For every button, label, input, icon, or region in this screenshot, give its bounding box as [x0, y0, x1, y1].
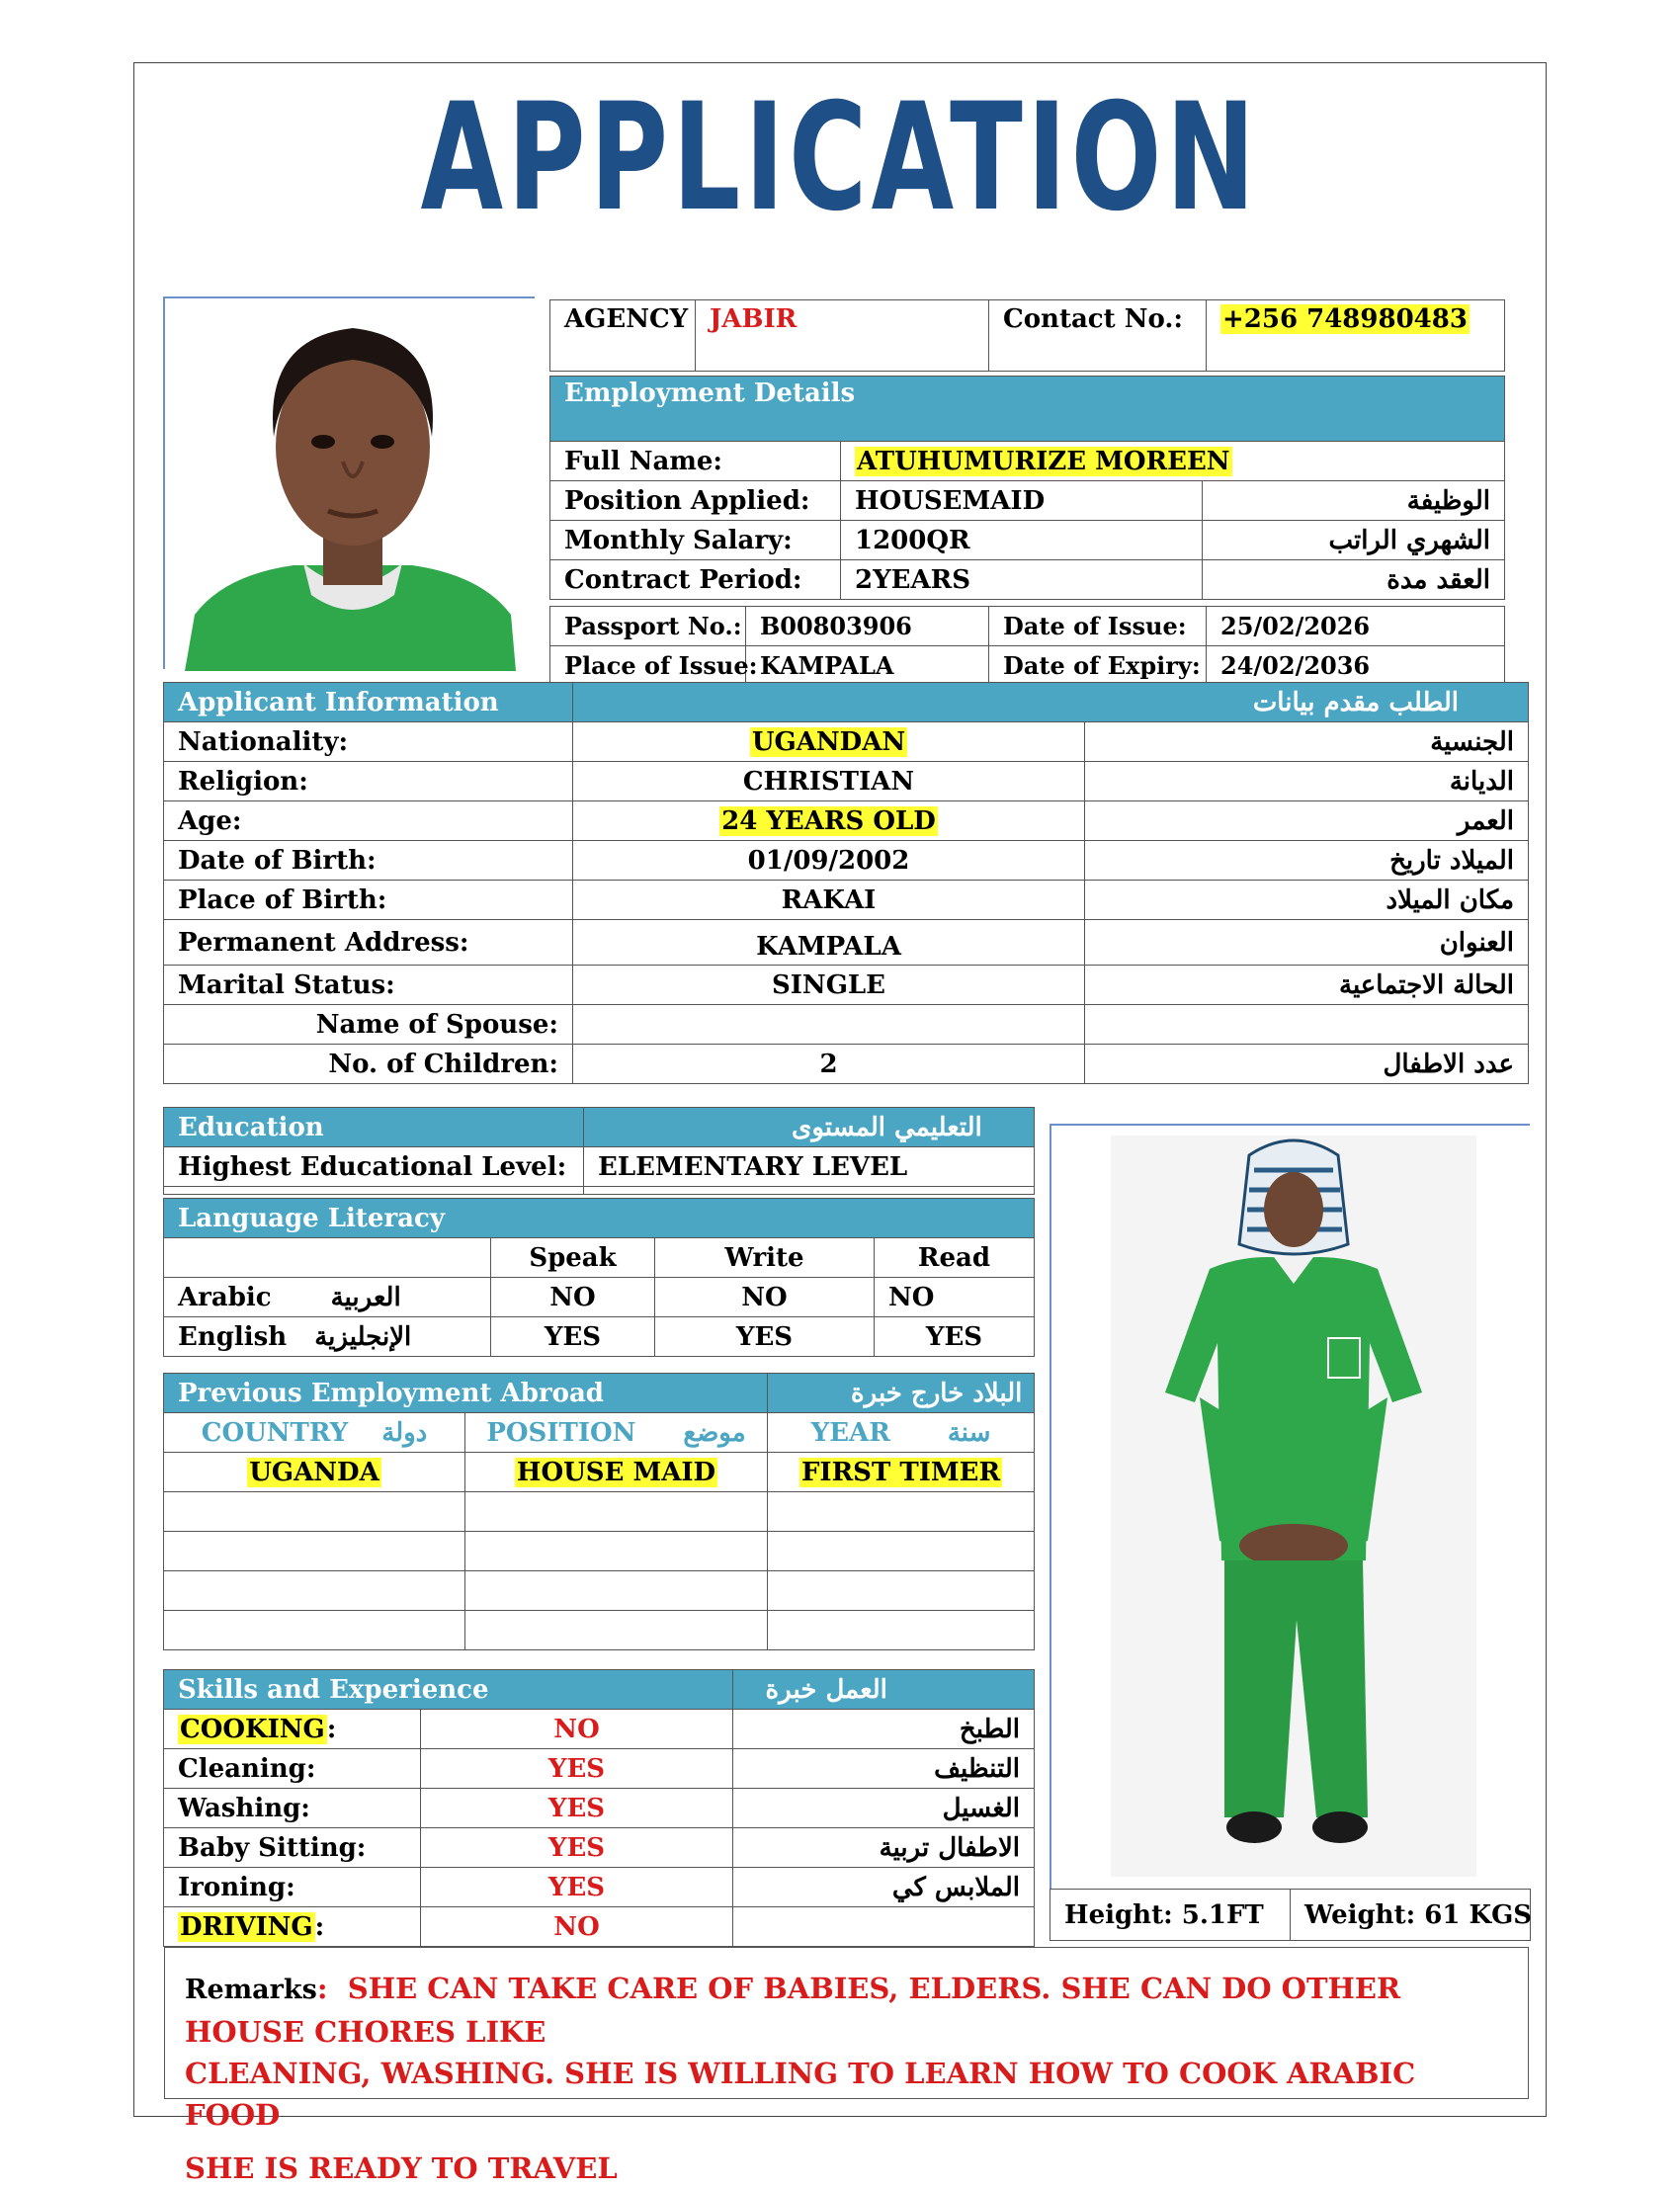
- english-speak: YES: [491, 1317, 655, 1357]
- skills-header-text: Skills and Experience: [178, 1674, 489, 1705]
- language-table: [163, 1198, 1035, 1357]
- skill-driving-label: DRIVING: [180, 1911, 313, 1942]
- dob-value: 01/09/2002: [573, 841, 1085, 881]
- spouse-arabic: [1085, 1005, 1529, 1045]
- page-title: APPLICATION: [420, 72, 1260, 244]
- age-value: 24 YEARS OLD: [721, 805, 936, 836]
- marital-value: SINGLE: [573, 966, 1085, 1005]
- expiry-date-label: Date of Expiry:: [989, 646, 1207, 686]
- col-position-ar: موضع: [683, 1417, 746, 1448]
- remarks-line1: SHE CAN TAKE CARE OF BABIES, ELDERS. SHE CAN DO OTHER HOUSE CHORES LIKE: [185, 1972, 1401, 2049]
- address-arabic: العنوان: [1085, 920, 1529, 966]
- prev-position: HOUSE MAID: [516, 1457, 716, 1487]
- contact-value: +256 748980483: [1222, 304, 1468, 334]
- lang-english: [164, 1317, 491, 1357]
- previous-table: [163, 1373, 1035, 1650]
- col-speak: Speak: [491, 1238, 655, 1278]
- religion-arabic: الديانة: [1085, 762, 1529, 801]
- employment-table: [549, 376, 1505, 600]
- language-header: Language Literacy: [164, 1199, 1035, 1238]
- applicant-header-arabic: الطلب مقدم بيانات: [573, 683, 1529, 722]
- nationality-value: UGANDAN: [751, 726, 906, 757]
- full-name-value: ATUHUMURIZE MOREEN: [857, 446, 1230, 476]
- salary-arabic: الشهري الراتب: [1203, 521, 1505, 560]
- skill-ironing-value: YES: [421, 1868, 733, 1907]
- agency-label: AGENCY: [550, 300, 696, 372]
- skills-header: [164, 1670, 887, 1710]
- weight-value: Weight: 61 KGS: [1291, 1890, 1531, 1941]
- education-header: Education: [164, 1108, 584, 1147]
- religion-value: CHRISTIAN: [573, 762, 1085, 801]
- col-year: [768, 1413, 1035, 1453]
- remarks-colon: :: [316, 1972, 328, 2005]
- prev-year: FIRST TIMER: [800, 1457, 1001, 1487]
- skill-cooking-value: NO: [421, 1710, 733, 1749]
- fullbody-image: [1051, 1126, 1532, 1891]
- remarks-line3: SHE IS READY TO TRAVEL: [185, 2151, 618, 2185]
- col-read: Read: [875, 1238, 1035, 1278]
- skill-cleaning-label: Cleaning:: [164, 1749, 421, 1789]
- address-label: Permanent Address:: [164, 920, 573, 966]
- dob-arabic: الميلاد تاريخ: [1085, 841, 1529, 881]
- position-value: HOUSEMAID: [841, 481, 1203, 521]
- spouse-value: [573, 1005, 1085, 1045]
- skill-babysitting-label: Baby Sitting:: [164, 1828, 421, 1868]
- lang-arabic-name: Arabic: [178, 1282, 272, 1312]
- nationality-label: Nationality:: [164, 722, 573, 762]
- children-label: No. of Children:: [164, 1045, 573, 1084]
- lang-arabic: [164, 1278, 491, 1317]
- arabic-read: NO: [875, 1278, 1035, 1317]
- english-write: YES: [655, 1317, 875, 1357]
- passport-no-label: Passport No.:: [550, 607, 746, 646]
- skills-table: [163, 1669, 1035, 1947]
- marital-arabic: الحالة الاجتماعية: [1085, 966, 1529, 1005]
- skills-header-arabic: العمل خبرة: [765, 1674, 887, 1705]
- nationality-arabic: الجنسية: [1085, 722, 1529, 762]
- col-year-ar: سنة: [947, 1417, 991, 1448]
- applicant-header: Applicant Information: [164, 683, 573, 722]
- age-arabic: العمر: [1085, 801, 1529, 841]
- lang-english-name: English: [178, 1321, 288, 1352]
- pob-arabic: مكان الميلاد: [1085, 881, 1529, 920]
- passport-no-value: B00803906: [746, 607, 989, 646]
- arabic-speak: NO: [491, 1278, 655, 1317]
- expiry-date-value: 24/02/2036: [1207, 646, 1505, 686]
- previous-header-arabic: البلاد خارج خبرة: [850, 1378, 1023, 1408]
- skill-cooking-label: COOKING: [180, 1714, 325, 1744]
- contract-label: Contract Period:: [550, 560, 841, 600]
- issue-date-value: 25/02/2026: [1207, 607, 1505, 646]
- education-header-arabic: التعليمي المستوى: [584, 1108, 1035, 1147]
- fullbody-photo: [1050, 1124, 1530, 1889]
- skill-washing-value: YES: [421, 1789, 733, 1828]
- agency-table: [549, 299, 1505, 372]
- spouse-label: Name of Spouse:: [164, 1005, 573, 1045]
- religion-label: Religion:: [164, 762, 573, 801]
- english-read: YES: [875, 1317, 1035, 1357]
- measurements-table: [1050, 1889, 1531, 1941]
- col-position-text: POSITION: [486, 1417, 636, 1448]
- position-arabic: الوظيفة: [1203, 481, 1505, 521]
- remarks-label: Remarks: [185, 1975, 317, 2005]
- position-label: Position Applied:: [550, 481, 841, 521]
- lang-arabic-ar: العربية: [330, 1282, 401, 1312]
- remarks-line2: CLEANING, WASHING. SHE IS WILLING TO LEARN HOW TO COOK ARABIC FOOD: [185, 2057, 1416, 2132]
- col-year-text: YEAR: [810, 1417, 890, 1448]
- pob-value: RAKAI: [573, 881, 1085, 920]
- skill-cleaning-arabic: التنظيف: [733, 1749, 1035, 1789]
- education-level-value: ELEMENTARY LEVEL: [584, 1147, 1035, 1187]
- col-country-text: COUNTRY: [201, 1417, 349, 1448]
- previous-header: [164, 1374, 1023, 1413]
- children-arabic: عدد الاطفال: [1085, 1045, 1529, 1084]
- contract-arabic: العقد مدة: [1203, 560, 1505, 600]
- marital-label: Marital Status:: [164, 966, 573, 1005]
- remarks-box: [164, 1947, 1529, 2185]
- skill-washing-label: Washing:: [164, 1789, 421, 1828]
- col-country: [164, 1413, 465, 1453]
- applicant-table: [163, 682, 1529, 1084]
- col-position: [465, 1413, 768, 1453]
- skill-driving-arabic: [733, 1907, 1035, 1947]
- passport-table: [549, 606, 1505, 686]
- contract-value: 2YEARS: [841, 560, 1203, 600]
- skill-cooking-arabic: الطبخ: [733, 1710, 1035, 1749]
- arabic-write: NO: [655, 1278, 875, 1317]
- lang-english-ar: الإنجليزية: [314, 1321, 412, 1352]
- contact-label: Contact No.:: [989, 300, 1207, 372]
- age-label: Age:: [164, 801, 573, 841]
- skill-cleaning-value: YES: [421, 1749, 733, 1789]
- salary-value: 1200QR: [841, 521, 1203, 560]
- full-name-label: Full Name:: [550, 442, 841, 481]
- education-table: [163, 1107, 1035, 1195]
- skill-driving-value: NO: [421, 1907, 733, 1947]
- portrait-image: [165, 298, 537, 671]
- skill-ironing-arabic: الملابس كي: [733, 1868, 1035, 1907]
- skill-cooking: COOKING:: [164, 1710, 421, 1749]
- education-level-label: Highest Educational Level:: [164, 1147, 584, 1187]
- pob-label: Place of Birth:: [164, 881, 573, 920]
- col-country-ar: دولة: [381, 1417, 428, 1448]
- agency-value: JABIR: [696, 300, 989, 372]
- place-of-issue-value: KAMPALA: [746, 646, 989, 686]
- previous-header-text: Previous Employment Abroad: [178, 1378, 604, 1408]
- skill-babysitting-value: YES: [421, 1828, 733, 1868]
- children-value: 2: [573, 1045, 1085, 1084]
- dob-label: Date of Birth:: [164, 841, 573, 881]
- skill-washing-arabic: الغسيل: [733, 1789, 1035, 1828]
- skill-driving: DRIVING:: [164, 1907, 421, 1947]
- col-write: Write: [655, 1238, 875, 1278]
- employment-header: Employment Details: [550, 377, 1505, 442]
- prev-country: UGANDA: [249, 1457, 379, 1487]
- place-of-issue-label: Place of Issue:: [550, 646, 746, 686]
- salary-label: Monthly Salary:: [550, 521, 841, 560]
- issue-date-label: Date of Issue:: [989, 607, 1207, 646]
- skill-ironing-label: Ironing:: [164, 1868, 421, 1907]
- portrait-photo: [163, 296, 535, 669]
- height-value: Height: 5.1FT: [1050, 1890, 1291, 1941]
- skill-babysitting-arabic: الاطفال تربية: [733, 1828, 1035, 1868]
- address-value: KAMPALA: [573, 920, 1085, 966]
